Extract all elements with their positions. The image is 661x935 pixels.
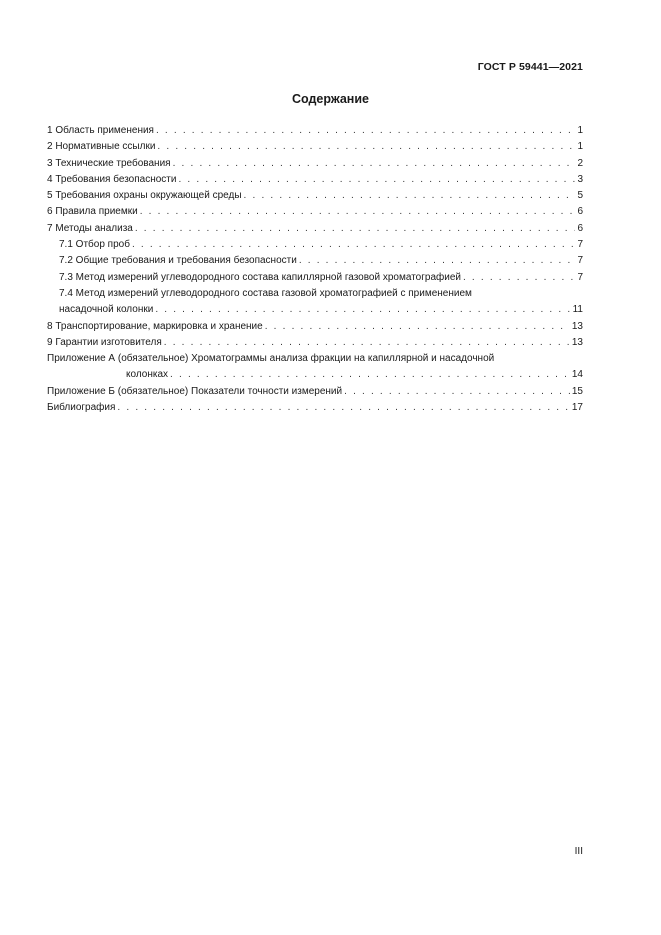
toc-item-label: 6 Правила приемки [47,206,138,218]
toc-item-label: 1 Область применения [47,125,154,136]
toc-item[interactable] [47,400,583,416]
toc-item-label-continued: колонках [126,369,169,381]
toc-item-label: 2 Нормативные ссылки [47,141,156,153]
toc-leader [156,123,575,139]
toc-leader [344,384,570,400]
toc-leader [140,204,576,220]
toc-item-page: 3 [577,173,583,185]
toc-item-page: 6 [577,206,583,218]
toc-leader [299,253,576,269]
toc-item-label: 9 Гарантии изготовителя [47,336,162,348]
toc-subitem[interactable] [47,286,583,319]
toc-item-label: 5 Требования охраны окружающей среды [47,190,242,202]
toc-item-page: 1 [577,141,583,153]
page-number: III [574,846,583,857]
table-of-contents [47,123,583,416]
toc-leader [157,139,575,155]
document-code: ГОСТ Р 59441—2021 [477,61,583,73]
toc-item[interactable] [47,156,583,172]
toc-item-page: 2 [577,157,583,169]
toc-item-label: Приложение Б (обязательное) Показатели точности измерений [47,385,343,397]
toc-leader [265,319,570,335]
toc-item-label: 8 Транспортирование, маркировка и хранение [47,320,263,332]
toc-subitem[interactable] [47,253,583,269]
toc-item-label: 7.3 Метод измерений углеводородного состава капиллярной газовой хроматографией [59,271,461,283]
toc-item-page: 7 [577,239,583,251]
toc-item-label: Библиография [47,402,116,414]
toc-leader [173,156,576,172]
toc-item-page: 1 [577,125,583,136]
toc-item[interactable] [47,351,583,384]
toc-item-page: 11 [572,304,583,316]
toc-item-page: 5 [577,190,583,202]
toc-item[interactable] [47,172,583,188]
toc-item-page: 7 [577,271,583,283]
toc-item[interactable] [47,139,583,155]
page-title: Содержание [291,92,369,106]
toc-leader [164,335,570,351]
toc-leader [178,172,575,188]
toc-item-page: 17 [571,402,583,414]
toc-subitem[interactable] [47,237,583,253]
toc-item-label: 7.4 Метод измерений углеводородного состава газовой хроматографией с применением [59,287,472,299]
toc-item[interactable] [47,384,583,400]
toc-item-page: 6 [577,222,583,234]
toc-item-page: 13 [571,336,583,348]
toc-item-page: 14 [571,369,583,381]
toc-leader [463,270,575,286]
toc-item[interactable] [47,188,583,204]
toc-item-label: 3 Технические требования [47,157,171,169]
toc-item-page: 7 [577,255,583,267]
toc-item-label: Приложение А (обязательное) Хроматограммы анализа фракции на капиллярной и насадочной [47,353,495,365]
toc-item[interactable] [47,204,583,220]
toc-item-page: 13 [571,320,583,332]
toc-subitem[interactable] [47,270,583,286]
toc-leader [244,188,576,204]
toc-item[interactable] [47,319,583,335]
toc-leader [132,237,576,253]
toc-item-label-continued: насадочной колонки [59,304,154,316]
toc-item[interactable] [47,221,583,237]
toc-item[interactable] [47,335,583,351]
toc-item-label: 7 Методы анализа [47,222,133,234]
toc-leader [170,367,570,383]
toc-item-label: 7.2 Общие требования и требования безопасности [59,255,297,267]
toc-item-label: 4 Требования безопасности [47,173,177,185]
toc-leader [135,221,576,237]
toc-item[interactable] [47,123,583,139]
toc-leader [155,302,570,318]
toc-item-label: 7.1 Отбор проб [59,239,130,251]
toc-leader [117,400,569,416]
toc-item-page: 15 [571,385,583,397]
